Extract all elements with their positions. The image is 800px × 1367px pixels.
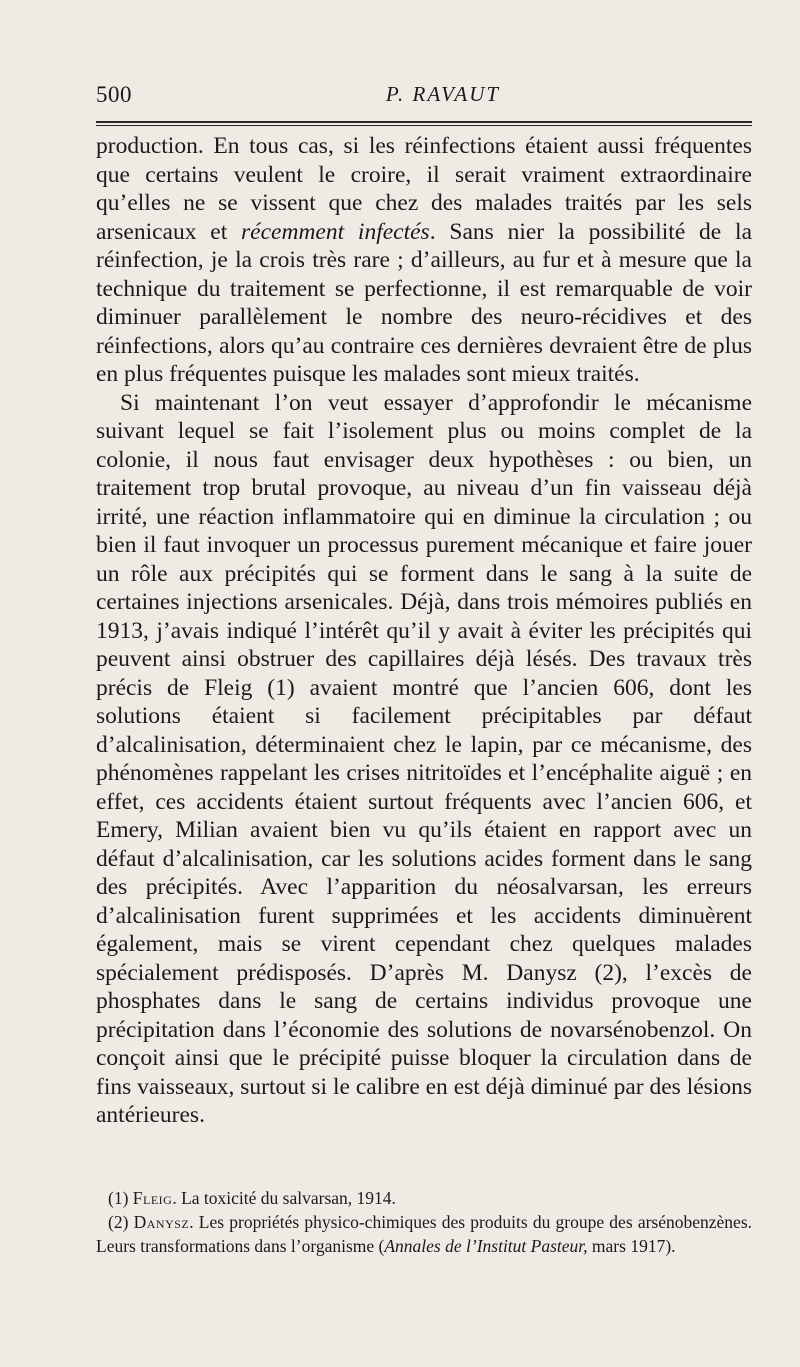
header-rule-thick — [96, 121, 752, 123]
footnote-2-end: mars 1917). — [587, 1236, 676, 1256]
header-rule-thin — [96, 125, 752, 126]
footnote-1-number: (1) — [108, 1188, 133, 1208]
footnote-2-text: . Les propriétés physico-chimiques des produits du groupe des arsénobenzènes. Leurs transformations dans l’organisme ( — [96, 1212, 752, 1256]
footnote-1-text: . La toxicité du salvarsan, 1914. — [172, 1188, 396, 1208]
paragraph-1-emphasis: récemment infectés — [241, 218, 430, 245]
paragraph-2: Si maintenant l’on veut essayer d’approfondir le mécanisme suivant lequel se fait l’isolement plus ou moins complet de la colonie, il nous faut envisager deux hypothèses : ou bien, un traitement trop brutal provoque, au niveau d’un fin vaisseau déjà irrité, une réaction inflammatoire qui en diminue la circulation ; ou bien il faut invoquer un processus purement mécanique et faire jouer un rôle aux précipités qui se forment dans le sang à la suite de certaines injections arsenicales. Déjà, dans trois mémoires publiés en 1913, j’avais indiqué l’intérêt qu’il y avait à éviter les précipités qui peuvent ainsi obstruer des capillaires déjà lésés. Des travaux très précis de Fleig (1) avaient montré que l’ancien 606, dont les solutions étaient si facilement précipitables par défaut d’alcalinisation, déterminaient chez le lapin, par ce mécanisme, des phénomènes rappelant les crises nitritoïdes et l’encéphalite aiguë ; en effet, ces accidents étaient surtout fréquents avec l’ancien 606, et Emery, Milian avaient bien vu qu’ils étaient en rapport avec un défaut d’alcalinisation, car les solutions acides forment dans le sang des précipités. Avec l’apparition du néosalvarsan, les erreurs d’alcalinisation furent supprimées et les accidents diminuèrent également, mais se virent cependant chez quelques malades spécialement prédisposés. D’après M. Danysz (2), l’excès de phosphates dans le sang de certains individus provoque une précipitation dans l’économie des solutions de novarsénobenzol. On conçoit ainsi que le précipité puisse bloquer la circulation dans de fins vaisseaux, surtout si le calibre en est déjà diminué par des lésions antérieures. — [96, 389, 752, 1128]
paragraph-1-text-b: . Sans nier la possibilité de la réinfection, je la crois très rare ; d’ailleurs, au fur et à mesure que la technique du traitement se perfectionne, il est remarquable de voir diminuer parallèlement le nombre des neuro-récidives et des réinfections, alors qu’au contraire ces dernières devraient être de plus en plus fréquentes puisque les malades sont mieux traités. — [96, 218, 752, 387]
footnotes — [96, 1186, 752, 1258]
paragraph-1-text-a: production. En tous cas, si les réinfections étaient aussi fréquentes que certains veulent le croire, il serait vraiment extraordinaire qu’elles ne se vissent que chez des malades traités par les sels arsenicaux et — [96, 133, 752, 245]
running-head: P. RAVAUT — [385, 82, 501, 106]
paragraph-1 — [96, 132, 752, 389]
footnote-2-author: Danysz — [133, 1212, 190, 1232]
footnote-2-journal: Annales de l’Institut Pasteur, — [384, 1236, 588, 1256]
body-text — [96, 132, 752, 1130]
footnote-1 — [96, 1186, 752, 1210]
page-number: 500 — [96, 82, 132, 107]
footnote-1-author: Fleig — [132, 1188, 173, 1208]
footnote-2-number: (2) — [108, 1212, 134, 1232]
footnote-2 — [96, 1210, 752, 1258]
page-header — [96, 82, 750, 112]
